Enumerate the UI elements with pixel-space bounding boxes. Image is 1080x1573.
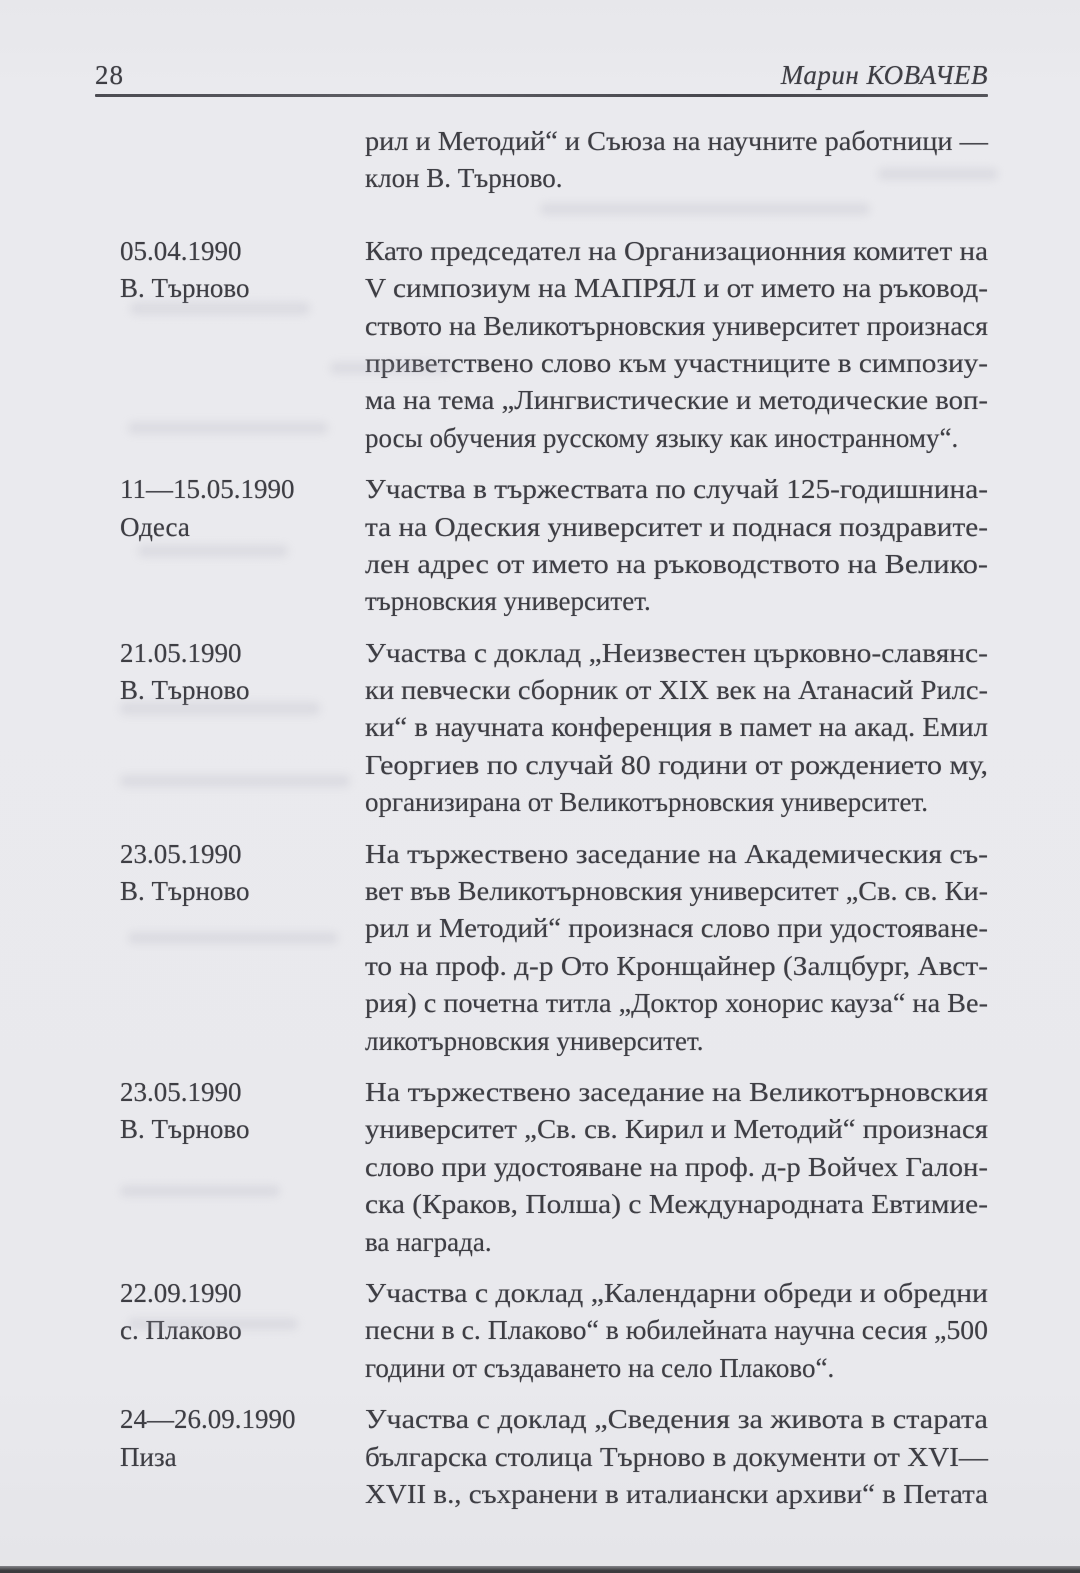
text-line — [365, 583, 988, 620]
text-line — [365, 1275, 988, 1312]
text-line-content: търновския университет. — [365, 586, 651, 617]
text-line-content: университет „Св. св. Кирил и Методий“ произнася — [365, 1114, 988, 1145]
text-line-content: организирана от Великотърновския университет. — [365, 787, 928, 818]
text-line-content: рия) с почетна титла „Доктор хонорис кауза“ на Ве- — [365, 988, 988, 1019]
text-line — [365, 1439, 988, 1476]
entry-place: В. Търново — [120, 876, 250, 907]
entry-date-column — [120, 836, 365, 1060]
entry-date: 05.04.1990 — [120, 235, 242, 266]
running-head-author: Марин КОВАЧЕВ — [780, 60, 988, 90]
entry-date-column — [120, 233, 365, 457]
text-line — [365, 985, 988, 1022]
text-line — [365, 471, 988, 508]
text-line — [365, 1023, 988, 1060]
text-line-content: песни в с. Плаково“ в юбилейната научна сесия „500 — [365, 1315, 988, 1346]
text-line-content: години от създаването на село Плаково“. — [365, 1352, 835, 1383]
text-line-content: лен адрес от името на ръководството на Велико- — [365, 548, 988, 579]
text-line-content: Участва с доклад „Календарни обреди и обредни — [365, 1277, 988, 1308]
text-line — [365, 382, 988, 419]
text-line-content: слово при удостояване на проф. д-р Войчех Галон- — [365, 1151, 988, 1182]
text-line — [365, 1312, 988, 1349]
entry-place: Одеса — [120, 511, 190, 542]
text-line — [365, 233, 988, 270]
text-line-content: клон В. Търново. — [365, 163, 563, 194]
text-line-content: Участва с доклад „Неизвестен църковно-славянс- — [365, 637, 988, 668]
chronology-entry — [120, 1074, 988, 1261]
text-line-content: Георгиев по случай 80 години от рождението му, — [365, 749, 988, 780]
text-line — [365, 1111, 988, 1148]
text-line — [365, 270, 988, 307]
text-line — [365, 910, 988, 947]
text-line-content: ки певчески сборник от XIX век на Атанасий Рилс- — [365, 675, 988, 706]
chronology-entry — [120, 233, 988, 457]
text-line — [365, 308, 988, 345]
text-line — [365, 873, 988, 910]
text-line — [365, 1149, 988, 1186]
text-line-content: Участва с доклад „Сведения за живота в старата — [365, 1404, 988, 1435]
entry-date: 11—15.05.1990 — [120, 474, 295, 505]
entry-text-column — [365, 836, 988, 1060]
text-line-content: та на Одеския университет и поднася поздравите- — [365, 511, 988, 542]
page-header — [95, 58, 988, 92]
text-line-content: рил и Методий“ произнася слово при удостояване- — [365, 913, 988, 944]
entry-date: 23.05.1990 — [120, 1076, 242, 1107]
entry-text-column — [365, 635, 988, 822]
text-line — [365, 747, 988, 784]
text-line — [365, 1350, 988, 1387]
text-line-content: XVII в., съхранени в италиански архиви“ в Петата — [365, 1478, 988, 1509]
text-line-content: то на проф. д-р Ото Кронщайнер (Залцбург, Авст- — [365, 950, 988, 981]
text-line-content: ва награда. — [365, 1226, 492, 1257]
text-line — [365, 635, 988, 672]
entry-text-column — [365, 123, 988, 198]
text-line-content: вет във Великотърновския университет „Св. св. Ки- — [365, 876, 988, 907]
text-line — [365, 1186, 988, 1223]
entries-list — [120, 233, 988, 1514]
entry-text-column — [365, 1401, 988, 1513]
text-line — [365, 546, 988, 583]
text-line — [365, 836, 988, 873]
text-line — [365, 948, 988, 985]
chronology-content — [120, 123, 988, 1527]
text-line-content: ки“ в научната конференция в памет на акад. Емил — [365, 712, 988, 743]
chronology-entry — [120, 635, 988, 822]
entry-date: 23.05.1990 — [120, 838, 242, 869]
page-number: 28 — [95, 60, 124, 90]
text-line-content: V симпозиум на МАПРЯЛ и от името на ръковод- — [365, 273, 988, 304]
text-line-content: рил и Методий“ и Съюза на научните работници — — [365, 126, 988, 156]
chronology-entry — [120, 1275, 988, 1387]
text-line-content: приветствено слово към участниците в симпозиу- — [365, 347, 988, 378]
entry-date-column — [120, 123, 365, 198]
entry-place: В. Търново — [120, 1114, 250, 1145]
entry-text-column — [365, 1275, 988, 1387]
text-line-content: росы обучения русскому языку как иностранному“. — [365, 422, 959, 453]
entry-text-column — [365, 1074, 988, 1261]
text-line — [365, 1224, 988, 1261]
text-line — [365, 1401, 988, 1438]
chronology-entry — [120, 471, 988, 621]
text-line-content: На тържествено заседание на Великотърновския — [365, 1076, 988, 1107]
text-line — [365, 420, 988, 457]
text-line-content: ска (Краков, Полша) с Международната Евтимие- — [365, 1189, 988, 1220]
entry-date: 22.09.1990 — [120, 1277, 242, 1308]
chronology-entry — [120, 836, 988, 1060]
entry-date-column — [120, 1401, 365, 1513]
page-bottom-scan-edge — [0, 1566, 1080, 1573]
entry-place: В. Търново — [120, 273, 250, 304]
entry-date: 24—26.09.1990 — [120, 1404, 296, 1435]
entry-place: В. Търново — [120, 675, 250, 706]
text-line — [365, 1476, 988, 1513]
text-line — [365, 345, 988, 382]
chronology-entry — [120, 1401, 988, 1513]
header-rule — [95, 94, 988, 97]
entry-place: Пиза — [120, 1441, 177, 1472]
text-line — [365, 784, 988, 821]
text-line — [365, 672, 988, 709]
entry-text-column — [365, 471, 988, 621]
entry-date-column — [120, 1275, 365, 1387]
text-line-content: Като председател на Организационния комитет на — [365, 235, 988, 266]
entry-place: с. Плаково — [120, 1315, 242, 1346]
text-line-content: ството на Великотърновския университет произнася — [365, 310, 988, 341]
text-line-content: ма на тема „Лингвистические и методические воп- — [365, 385, 988, 416]
text-line-content: На тържествено заседание на Академическия съ- — [365, 838, 988, 869]
entry-date-column — [120, 471, 365, 621]
text-line-content: Участва в тържествата по случай 125-годишнина- — [365, 474, 988, 505]
text-line — [365, 123, 988, 160]
text-line-content: ликотърновския университет. — [365, 1025, 704, 1056]
entry-date-column — [120, 635, 365, 822]
text-line — [365, 709, 988, 746]
continuation-paragraph — [120, 123, 988, 198]
entry-date-column — [120, 1074, 365, 1261]
text-line-content: българска столица Търново в документи от XVI— — [365, 1441, 988, 1472]
entry-date: 21.05.1990 — [120, 637, 242, 668]
text-line — [365, 509, 988, 546]
text-line — [365, 1074, 988, 1111]
text-line — [365, 160, 988, 197]
entry-text-column — [365, 233, 988, 457]
